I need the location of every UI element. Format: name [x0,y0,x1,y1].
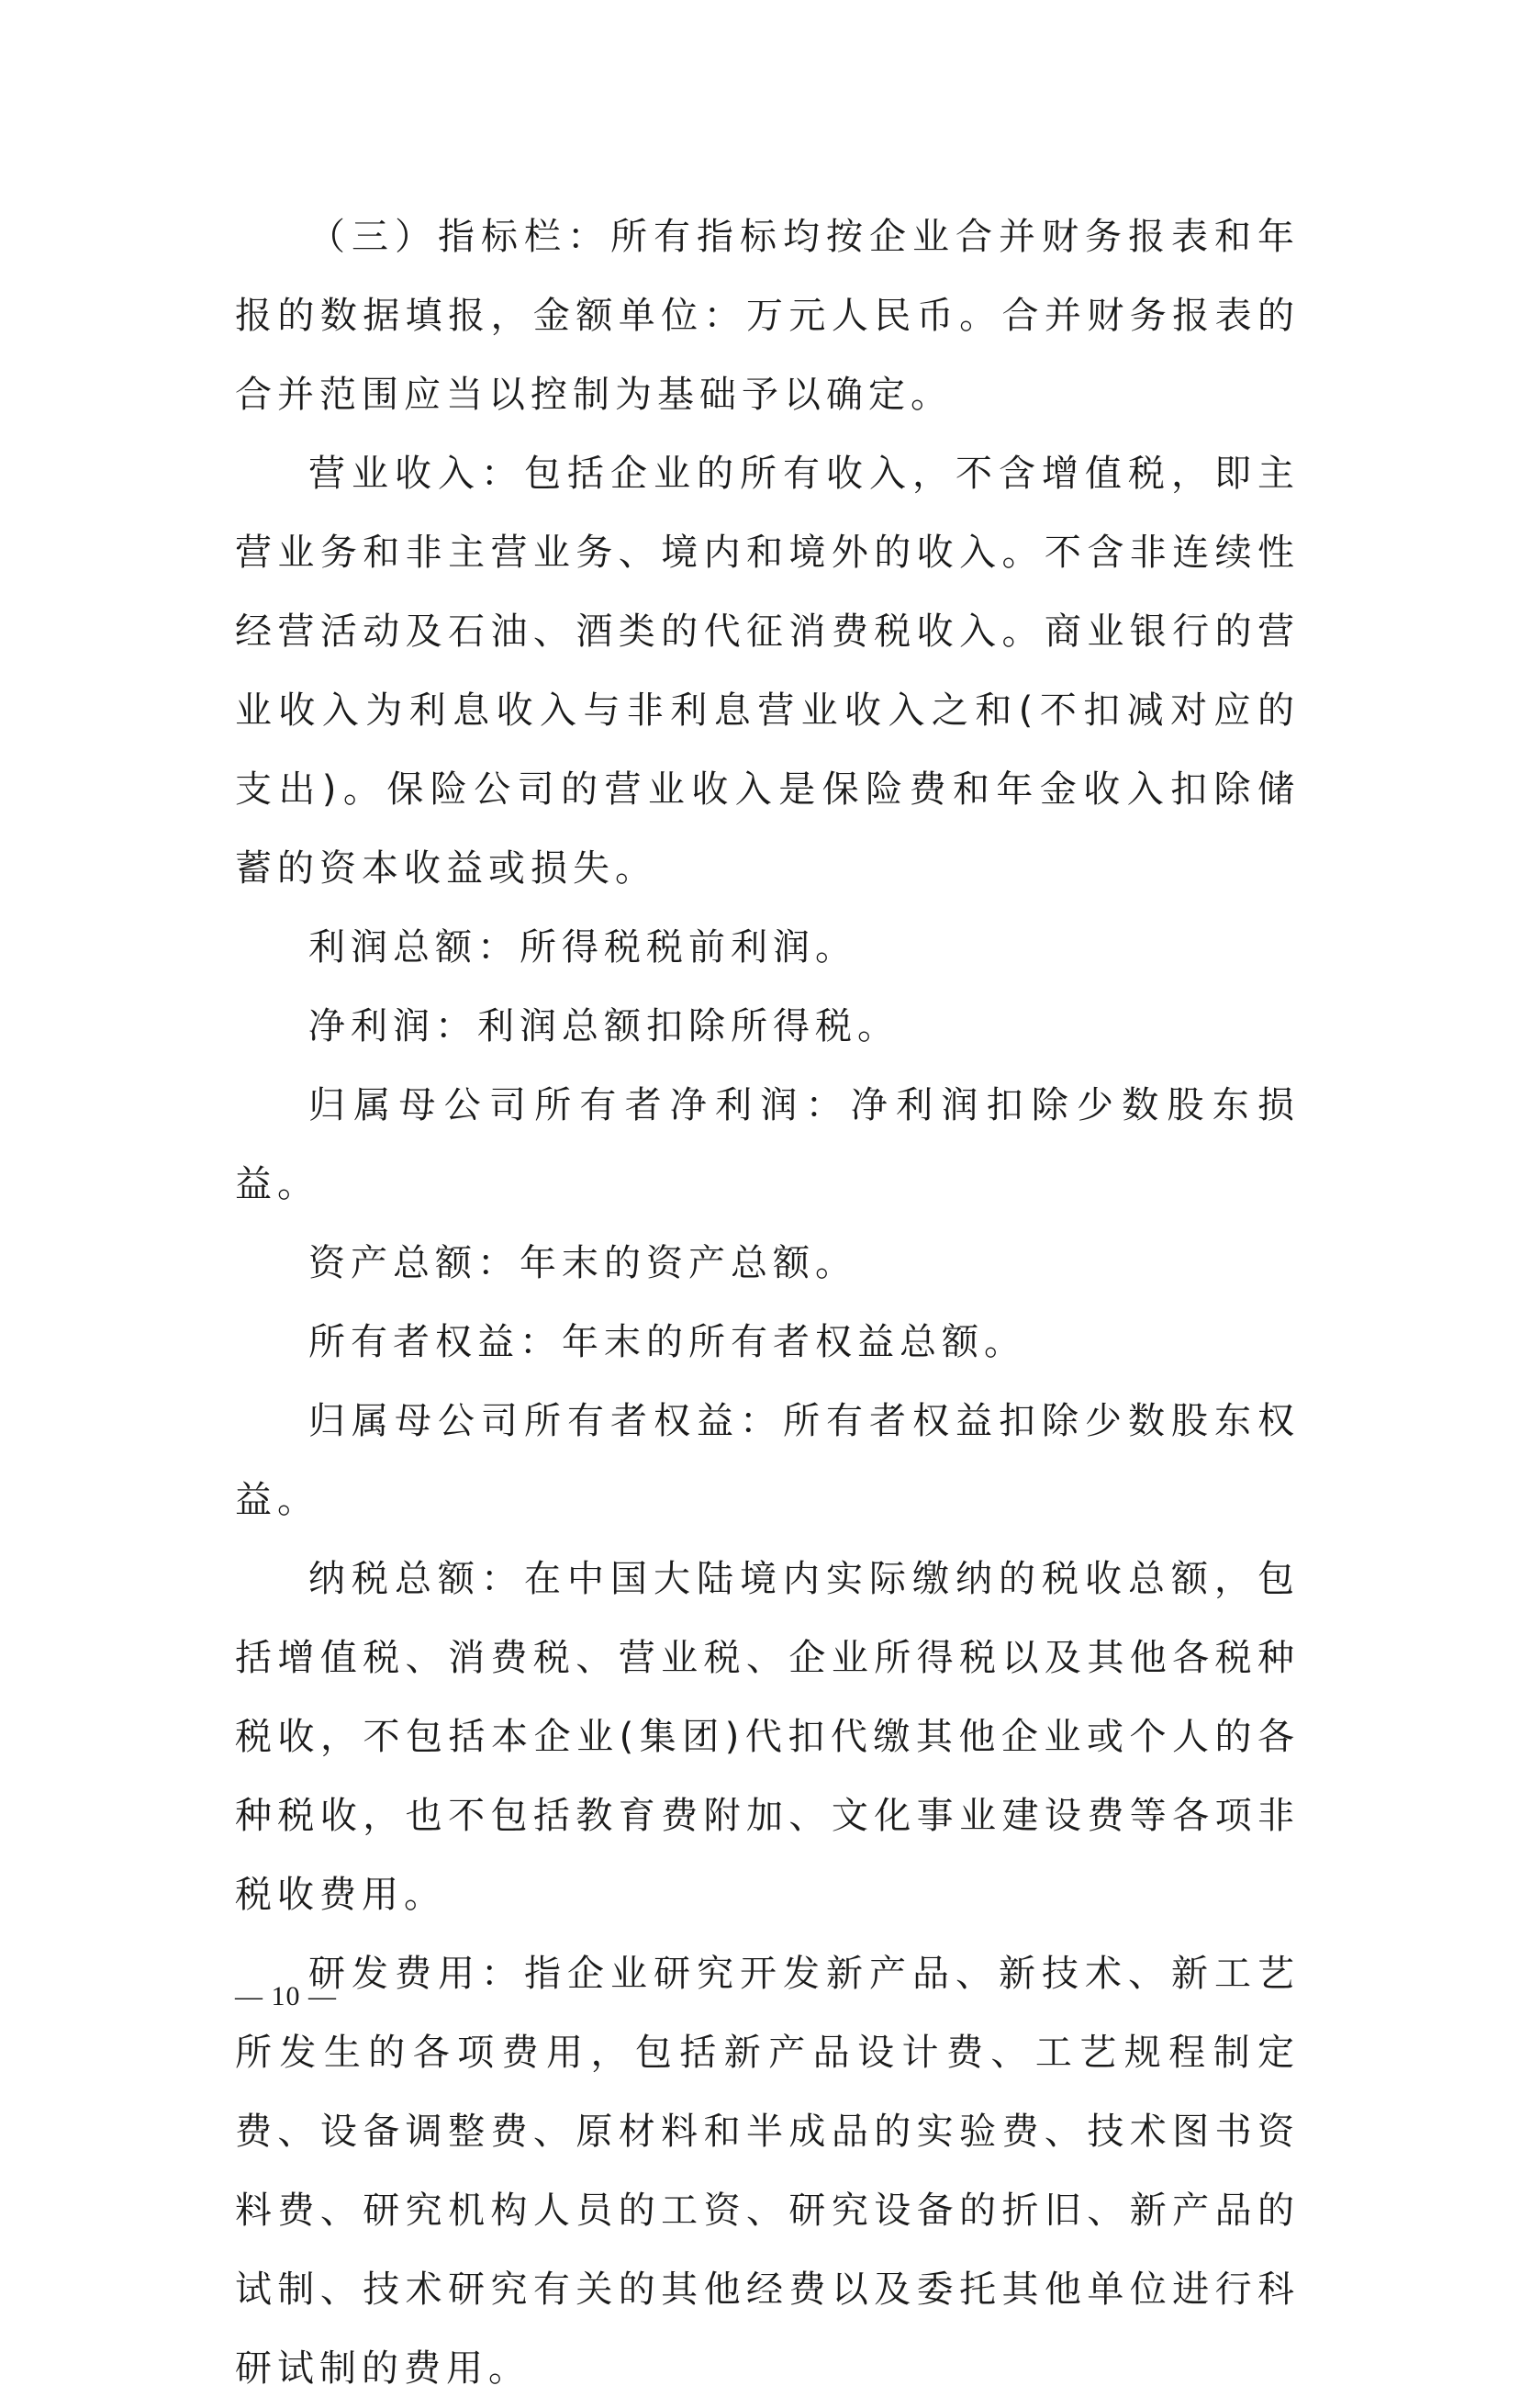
paragraph-owners-equity: 所有者权益：年末的所有者权益总额。 [308,1321,1026,1363]
paragraph-total-profit: 利润总额：所得税税前利润。 [308,926,857,969]
page-number: — 10 — [235,1981,337,2011]
paragraph-indicator-section: （三）指标栏：所有指标均按企业合并财务报表和年报的数据填报，金额单位：万元人民币。合并财务报表的合并范围应当以控制为基础予以确定。 [235,216,1300,416]
paragraph-operating-revenue: 营业收入：包括企业的所有收入，不含增值税，即主营业务和非主营业务、境内和境外的收入。不含非连续性经营活动及石油、酒类的代征消费税收入。商业银行的营业收入为利息收入与非利息营业收入之和(不扣减对应的支出)。保险公司的营业收入是保险费和年金收入扣除储蓄的资本收益或损失。 [235,453,1300,890]
paragraph-parent-net-profit: 归属母公司所有者净利润：净利润扣除少数股东损益。 [235,1084,1300,1205]
paragraph-rd-expenses: 研发费用：指企业研究开发新产品、新技术、新工艺所发生的各项费用，包括新产品设计费、工艺规程制定费、设备调整费、原材料和半成品的实验费、技术图书资料费、研究机构人员的工资、研究设备的折旧、新产品的试制、技术研究有关的其他经费以及委托其他单位进行科研试制的费用。 [235,1953,1300,2390]
paragraph-net-profit: 净利润：利润总额扣除所得税。 [308,1005,900,1047]
document-body [235,197,1300,2408]
paragraph-parent-owners-equity: 归属母公司所有者权益：所有者权益扣除少数股东权益。 [235,1400,1300,1521]
paragraph-total-assets: 资产总额：年末的资产总额。 [308,1242,857,1284]
paragraph-total-tax: 纳税总额：在中国大陆境内实际缴纳的税收总额，包括增值税、消费税、营业税、企业所得税以及其他各税种税收，不包括本企业(集团)代扣代缴其他企业或个人的各种税收，也不包括教育费附加、文化事业建设费等各项非税收费用。 [235,1558,1300,1916]
